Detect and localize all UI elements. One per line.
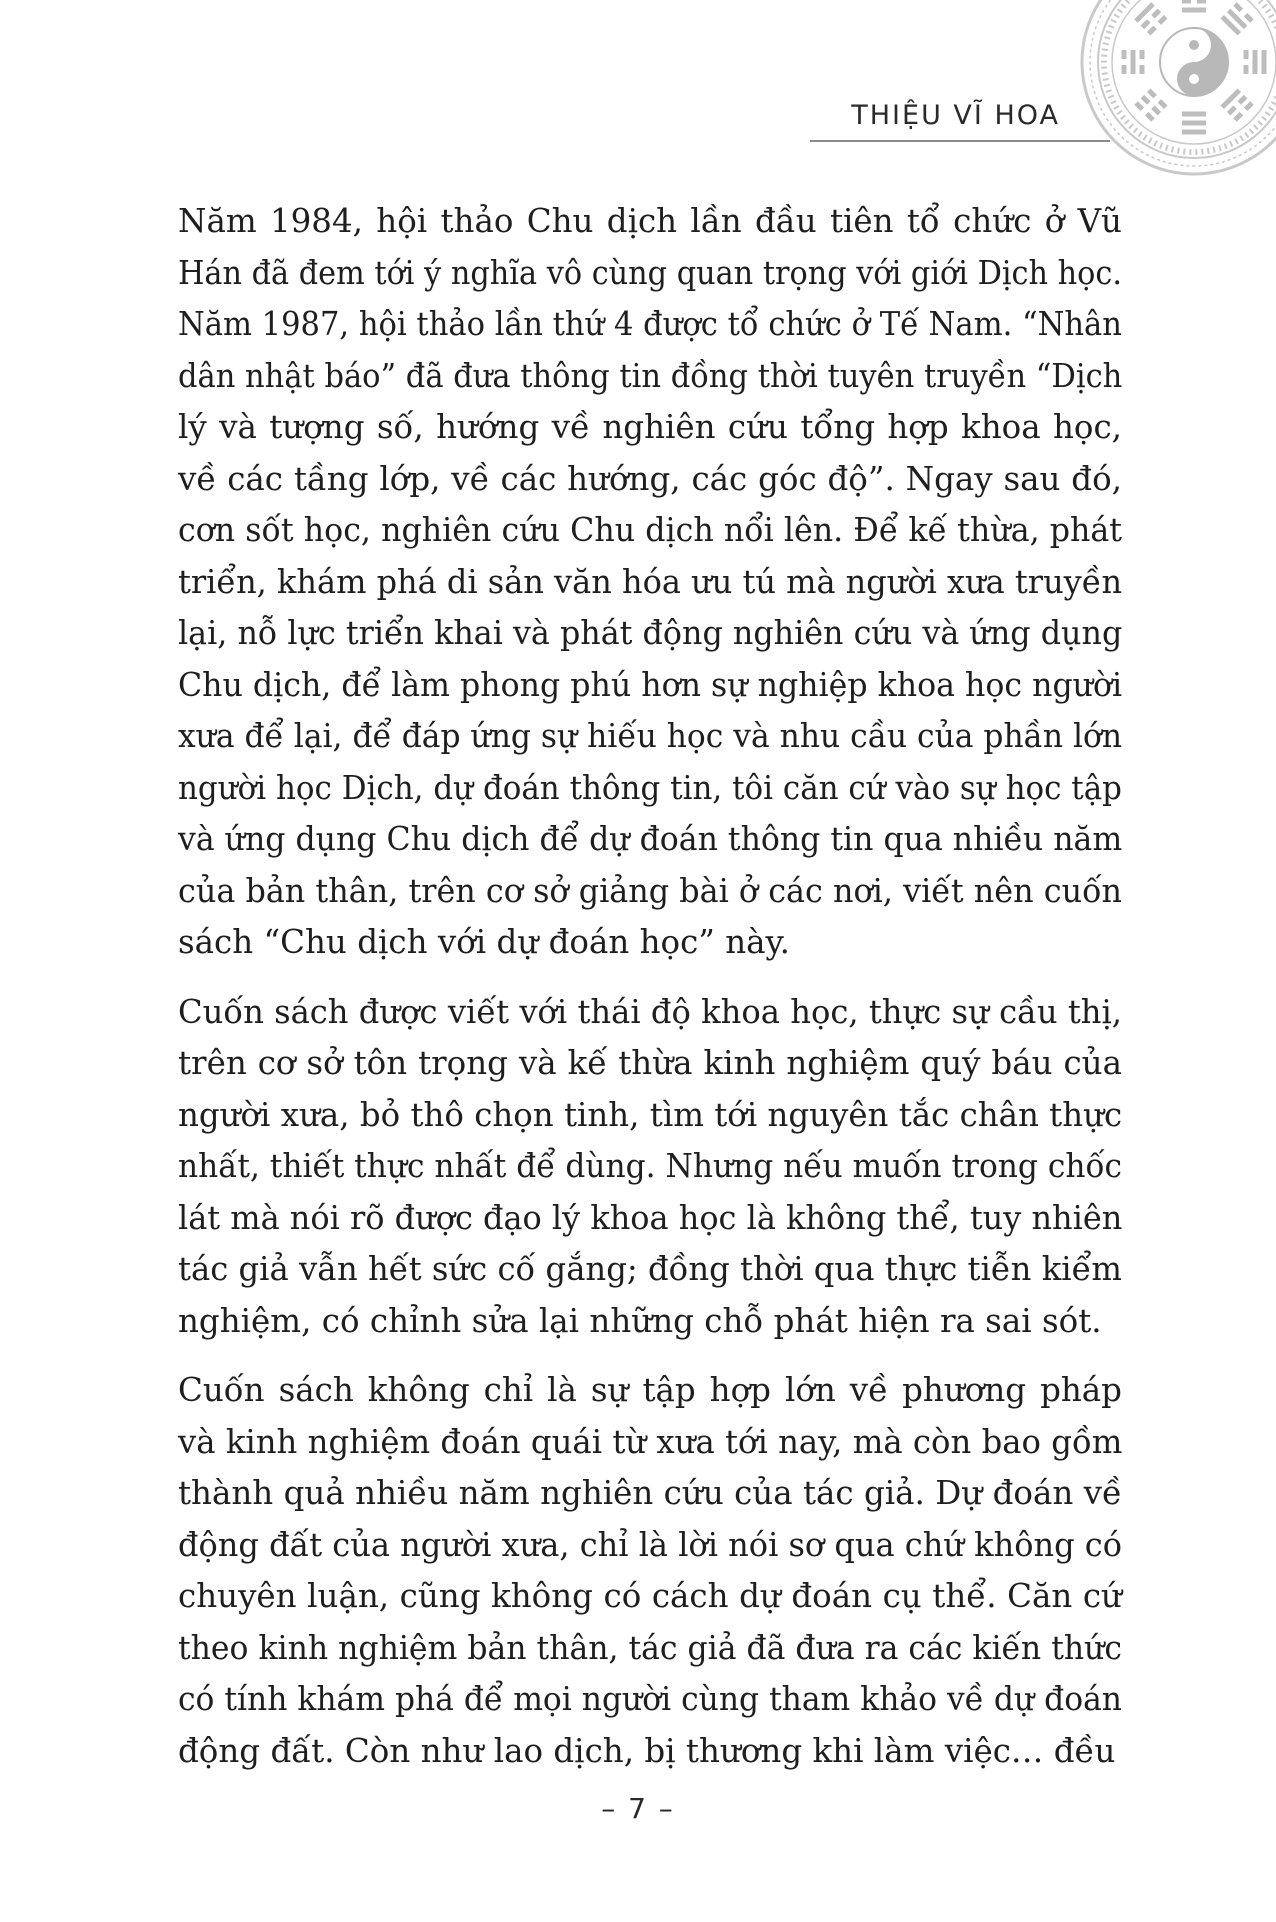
page-header (0, 0, 1276, 175)
text-line: người học Dịch, dự đoán thông tin, tôi căn cứ vào sự học tập (178, 768, 1122, 807)
text-line: động đất. Còn như lao dịch, bị thương khi làm việc… đều (178, 1731, 1116, 1770)
text-line: nghiệm, có chỉnh sửa lại những chỗ phát hiện ra sai sót. (178, 1301, 1102, 1340)
text-line: động đất của người xưa, chỉ là lời nói sơ qua chứ không có (178, 1525, 1123, 1564)
text-line: dân nhật báo” đã đưa thông tin đồng thời tuyên truyền “Dịch (178, 356, 1123, 395)
text-line: lát mà nói rõ được đạo lý khoa học là không thể, tuy nhiên (178, 1198, 1123, 1237)
text-line: triển, khám phá di sản văn hóa ưu tú mà người xưa truyền (178, 562, 1123, 601)
text-line: của bản thân, trên cơ sở giảng bài ở các nơi, viết nên cuốn (178, 871, 1123, 910)
text-line: tác giả vẫn hết sức cố gắng; đồng thời qua thực tiễn kiểm (178, 1250, 1123, 1288)
text-line: Cuốn sách được viết với thái độ khoa học, thực sự cầu thị, (178, 992, 1123, 1031)
text-line: theo kinh nghiệm bản thân, tác giả đã đưa ra các kiến thức (178, 1628, 1122, 1667)
paragraph (178, 987, 1122, 1348)
text-line: chuyên luận, cũng không có cách dự đoán cụ thể. Căn cứ (178, 1577, 1122, 1615)
text-line: thành quả nhiều năm nghiên cứu của tác giả. Dự đoán về (178, 1474, 1122, 1512)
text-line: xưa để lại, để đáp ứng sự hiếu học và nhu cầu của phần lớn (178, 717, 1123, 755)
text-line: Chu dịch, để làm phong phú hơn sự nghiệp khoa học người (178, 665, 1123, 704)
text-line: trên cơ sở tôn trọng và kế thừa kinh nghiệm quý báu của (178, 1044, 1122, 1082)
text-line: cơn sốt học, nghiên cứu Chu dịch nổi lên. Để kế thừa, phát (178, 511, 1122, 549)
text-line: Năm 1984, hội thảo Chu dịch lần đầu tiên tổ chức ở Vũ (178, 202, 1122, 240)
text-line: có tính khám phá để mọi người cùng tham khảo về dự đoán (178, 1680, 1122, 1718)
text-line: Năm 1987, hội thảo lần thứ 4 được tổ chức ở Tế Nam. “Nhân (178, 305, 1122, 343)
text-line: nhất, thiết thực nhất để dùng. Nhưng nếu muốn trong chốc (178, 1147, 1123, 1185)
text-line: và ứng dụng Chu dịch để dự đoán thông tin qua nhiều năm (178, 820, 1123, 858)
running-head: THIỆU VĨ HOA (851, 100, 1060, 131)
header-rule (810, 140, 1110, 142)
paragraph (178, 196, 1122, 969)
text-line: lý và tượng số, hướng về nghiên cứu tổng hợp khoa học, (178, 408, 1122, 446)
paragraph (178, 1365, 1122, 1777)
text-line: lại, nỗ lực triển khai và phát động nghiên cứu và ứng dụng (178, 614, 1123, 652)
text-line: sách “Chu dịch với dự đoán học” này. (178, 923, 790, 961)
text-line: Cuốn sách không chỉ là sự tập hợp lớn về phương pháp (178, 1371, 1122, 1409)
text-line: về các tầng lớp, về các hướng, các góc độ”. Ngay sau đó, (178, 459, 1122, 498)
text-line: người xưa, bỏ thô chọn tinh, tìm tới nguyên tắc chân thực (178, 1095, 1123, 1134)
text-line: Hán đã đem tới ý nghĩa vô cùng quan trọng với giới Dịch học. (178, 253, 1123, 292)
text-line: và kinh nghiệm đoán quái từ xưa tới nay, mà còn bao gồm (178, 1422, 1123, 1461)
page-number: – 7 – (601, 1792, 675, 1825)
body-text (178, 196, 1122, 1795)
bagua-yin-yang-icon (1078, 0, 1276, 178)
